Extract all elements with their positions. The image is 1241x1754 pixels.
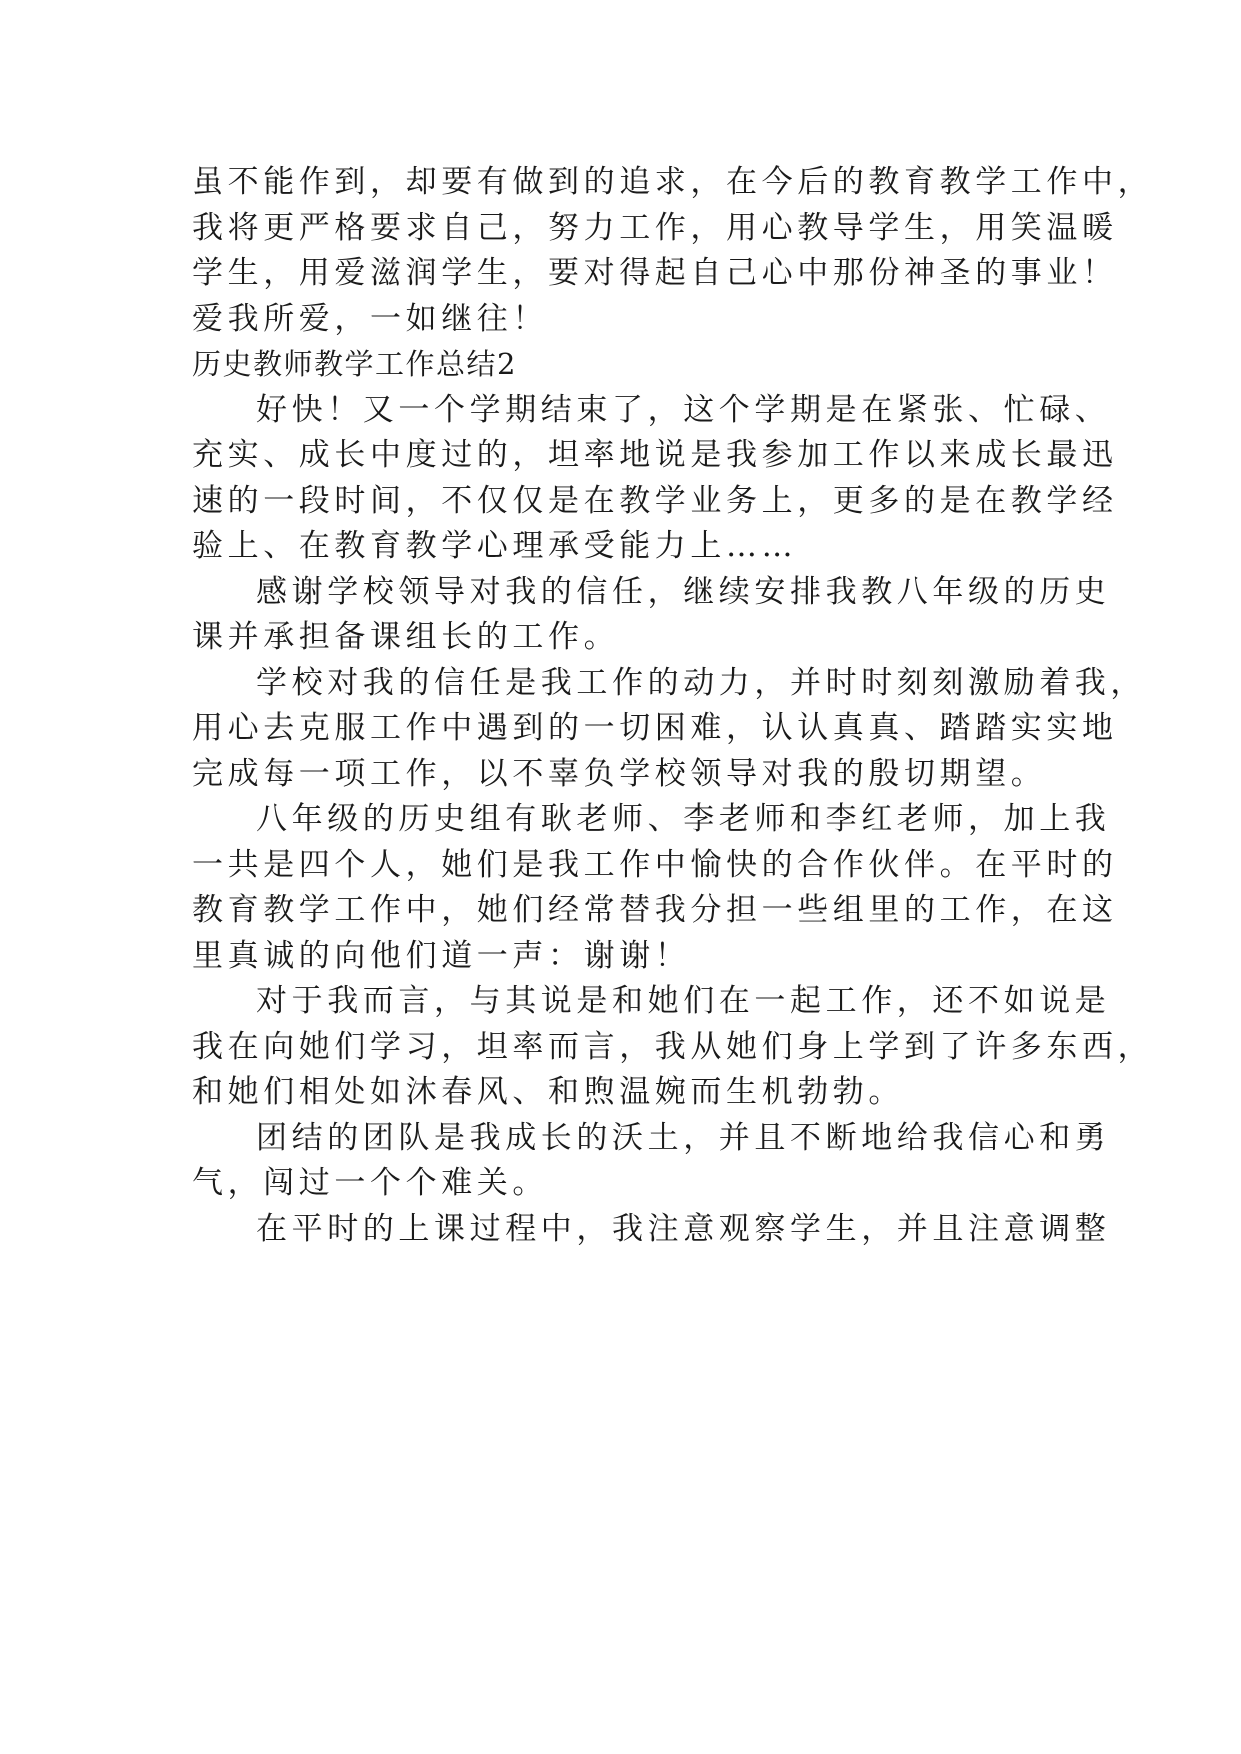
text-line: 虽不能作到，却要有做到的追求，在今后的教育教学工作中， <box>192 164 1154 200</box>
text-line: 教育教学工作中，她们经常替我分担一些组里的工作，在这 <box>192 892 1118 928</box>
section-heading: 历史教师教学工作总结2 <box>192 347 517 381</box>
text-line: 充实、成长中度过的，坦率地说是我参加工作以来成长最迅 <box>192 437 1118 473</box>
text-line: 好快！又一个学期结束了，这个学期是在紧张、忙碌、 <box>256 391 1111 428</box>
text-line: 和她们相处如沐春风、和煦温婉而生机勃勃。 <box>192 1074 904 1110</box>
text-line: 用心去克服工作中遇到的一切困难，认认真真、踏踏实实地 <box>192 710 1118 746</box>
text-line: 完成每一项工作，以不辜负学校领导对我的殷切期望。 <box>192 755 1047 792</box>
text-line: 我将更严格要求自己，努力工作，用心教导学生，用笑温暖 <box>192 209 1118 246</box>
text-line: 里真诚的向他们道一声：谢谢！ <box>192 937 691 974</box>
text-line: 团结的团队是我成长的沃土，并且不断地给我信心和勇 <box>256 1119 1111 1156</box>
text-line: 感谢学校领导对我的信任，继续安排我教八年级的历史 <box>256 573 1111 610</box>
text-line: 八年级的历史组有耿老师、李老师和李红老师，加上我 <box>256 801 1111 837</box>
text-line: 对于我而言，与其说是和她们在一起工作，还不如说是 <box>256 983 1111 1019</box>
text-line: 气，闯过一个个难关。 <box>192 1165 548 1201</box>
text-line: 我在向她们学习，坦率而言，我从她们身上学到了许多东西， <box>192 1028 1154 1065</box>
text-line: 在平时的上课过程中，我注意观察学生，并且注意调整 <box>256 1210 1111 1247</box>
text-line: 课并承担备课组长的工作。 <box>192 619 620 655</box>
text-line: 学生，用爱滋润学生，要对得起自己心中那份神圣的事业！ <box>192 255 1118 291</box>
text-line: 学校对我的信任是我工作的动力，并时时刻刻激励着我， <box>256 664 1146 701</box>
text-line: 爱我所爱，一如继往！ <box>192 300 548 337</box>
document-page <box>192 160 1154 1252</box>
text-line: 验上、在教育教学心理承受能力上…… <box>192 528 798 564</box>
text-line: 一共是四个人，她们是我工作中愉快的合作伙伴。在平时的 <box>192 846 1118 883</box>
text-line: 速的一段时间，不仅仅是在教学业务上，更多的是在教学经 <box>192 482 1118 519</box>
